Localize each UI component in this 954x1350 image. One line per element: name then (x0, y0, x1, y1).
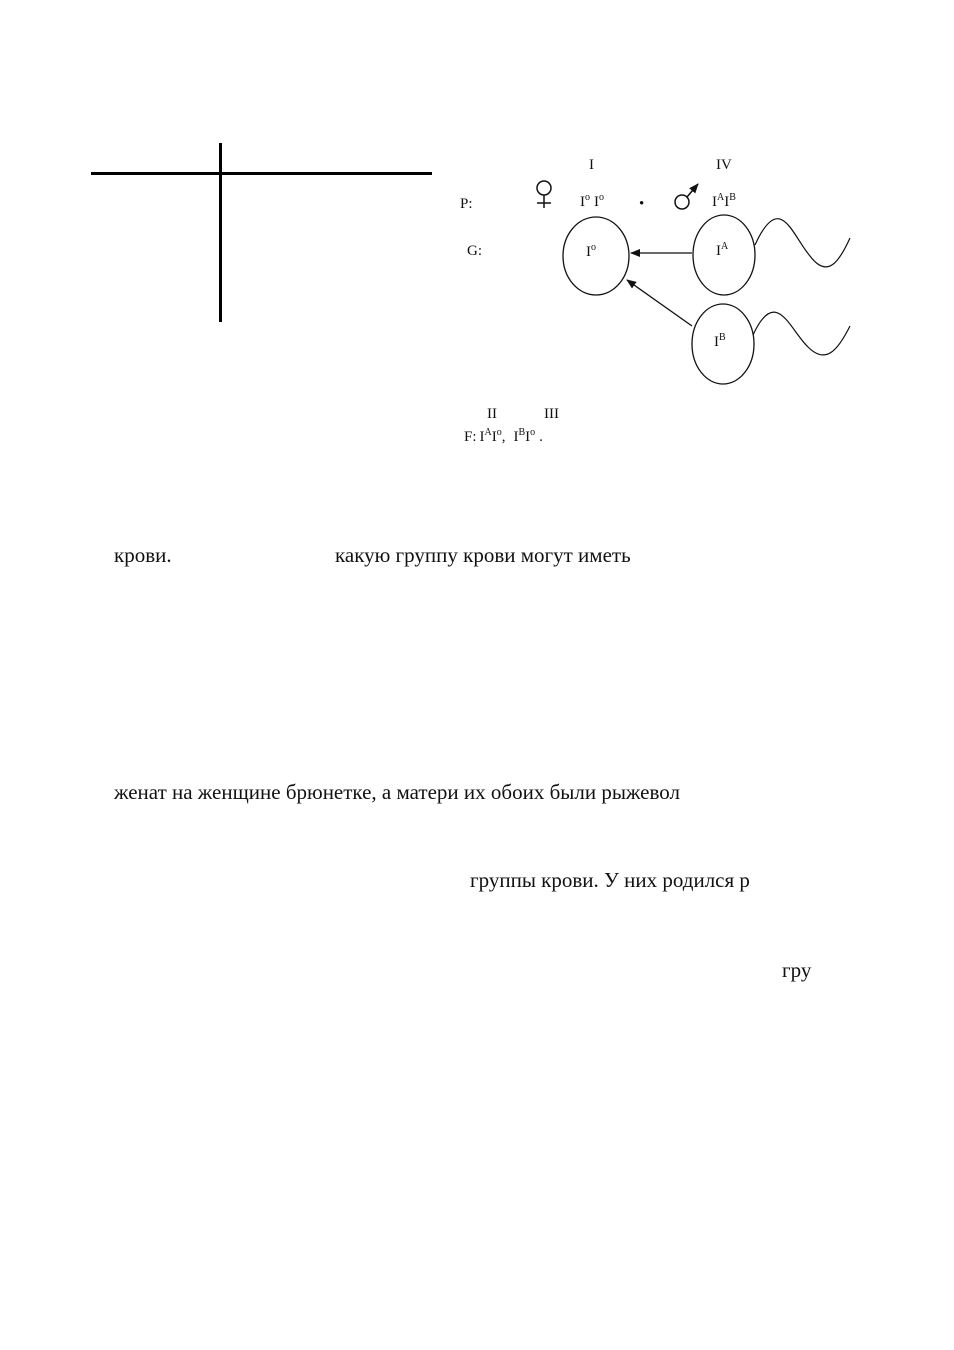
gametes-row-label: G: (467, 243, 482, 259)
table-horizontal-rule (91, 172, 432, 175)
generation-label-female: I (589, 157, 594, 173)
male-genotype: $I^AI^B$ (712, 192, 736, 210)
sperm-cell-a (693, 215, 755, 295)
text-line-2: женат на женщине брюнетке, а матери их обоих были рыжевол (114, 780, 680, 804)
text-line-1-left: крови. (114, 543, 172, 567)
male-sign-icon (675, 184, 698, 209)
text-line-3: группы крови. У них родился р (470, 868, 750, 892)
offspring-group-2: III (544, 406, 559, 422)
sperm-tail-b (753, 312, 850, 355)
female-genotype: $I^o$ $I^o$ (580, 192, 604, 210)
table-vertical-rule (219, 143, 222, 322)
egg-cell (563, 217, 629, 295)
female-sign-icon (537, 181, 551, 208)
parents-row-label: P: (460, 196, 473, 212)
offspring-row: F: $I^AI^o$, $I^BI^o$ . (464, 427, 543, 445)
sperm-cell-b (692, 304, 754, 384)
sperm-a-genotype: $I^A$ (716, 241, 729, 259)
cross-dot: • (639, 196, 645, 212)
generation-label-male: IV (716, 157, 732, 173)
sperm-tail-a (755, 219, 850, 267)
blood-group-cross-diagram (440, 140, 870, 460)
text-line-1-right: какую группу крови могут иметь (335, 543, 631, 567)
text-line-4: гру (782, 958, 812, 982)
offspring-group-1: II (487, 406, 497, 422)
egg-genotype: $I^o$ (586, 242, 596, 260)
sperm-b-genotype: $I^B$ (714, 332, 726, 350)
arrow-sperm-b-to-egg (627, 280, 692, 326)
